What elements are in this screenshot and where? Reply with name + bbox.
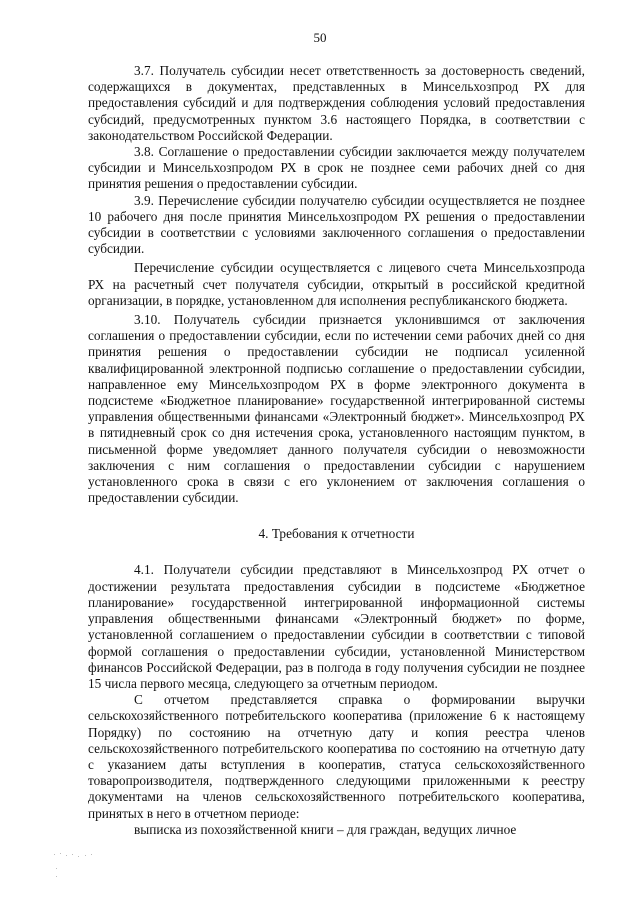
- section-heading: 4. Требования к отчетности: [258, 526, 415, 542]
- paragraph-3-10: 3.10. Получатель субсидии признается уклонившимся от заключения соглашения о предоставлении субсидии, если по истечении семи рабочих дней со дня принятия решения о предоставлении субсидии не подписал усиленной квалифицированной электронной подписью соглашение о предоставлении субсидии, направленное ему Минсельхозпродом РХ в форме электронного документа в подсистеме «Бюджетное планирование» государственной интегрированной системы управления общественными финансами «Электронный бюджет». Минсельхозпрод РХ в пятидневный срок со дня истечения срока, установленного настоящим пунктом, в письменной форме уведомляет данного получателя субсидии о невозможности заключения с ним соглашения о предоставлении субсидии с нарушением установленного срока в связи с его уклонением от заключения соглашения о предоставлении субсидии.: [88, 312, 585, 506]
- paragraph-3-8: 3.8. Соглашение о предоставлении субсидии заключается между получателем субсидии и Минсельхозпродом РХ в срок не позднее семи рабочих дней со дня принятия решения о предоставлении субсидии.: [88, 144, 585, 192]
- paragraph-report-attachments: С отчетом представляется справка о формировании выручки сельскохозяйственного потребительского кооператива (приложение 6 к настоящему Порядку) по состоянию на отчетную дату и копия реестра членов сельскохозяйственного потребительского кооператива по состоянию на отчетную дату с указанием даты вступления в кооператив, статуса сельскохозяйственного товаропроизводителя, подтвержденного следующими приложенными к реестру документами на членов сельскохозяйственного потребительского кооператива, принятых в него в отчетном периоде:: [88, 692, 585, 821]
- document-body: [88, 63, 585, 838]
- paragraph-transfer: Перечисление субсидии осуществляется с лицевого счета Минсельхозпрода РХ на расчетный счет получателя субсидии, открытый в российской кредитной организации, в порядке, установленном для исполнения республиканского бюджета.: [88, 260, 585, 308]
- paragraph-3-9: 3.9. Перечисление субсидии получателю субсидии осуществляется не позднее 10 рабочего дня после принятия Минсельхозпродом РХ решения о предоставлении субсидии в соответствии с условиями заключенного соглашения о предоставлении субсидии.: [88, 192, 585, 257]
- paragraph-extract: выписка из похозяйственной книги – для граждан, ведущих личное: [134, 821, 517, 837]
- page-number: 50: [313, 30, 327, 45]
- paragraph-3-7: 3.7. Получатель субсидии несет ответственность за достоверность сведений, содержащихся в документах, представленных в Минсельхозпрод РХ для предоставления субсидий и для подтверждения соблюдения условий предоставления субсидий, предусмотренных пунктом 3.6 настоящего Порядка, в соответствии с законодательством Российской Федерации.: [88, 63, 585, 143]
- paragraph-4-1: 4.1. Получатели субсидии представляют в Минсельхозпрод РХ отчет о достижении результата предоставления субсидии в подсистеме «Бюджетное планирование» государственной интегрированной информационной системы управления общественными финансами «Электронный бюджет» по форме, установленной соглашением о предоставлении субсидии в соответствии с типовой формой соглашения о предоставлении субсидии, установленной Министерством финансов Российской Федерации, раз в полгода в году получения субсидии не позднее 15 числа первого месяца, следующего за отчетным периодом.: [88, 562, 585, 691]
- scan-artifact: [54, 850, 114, 880]
